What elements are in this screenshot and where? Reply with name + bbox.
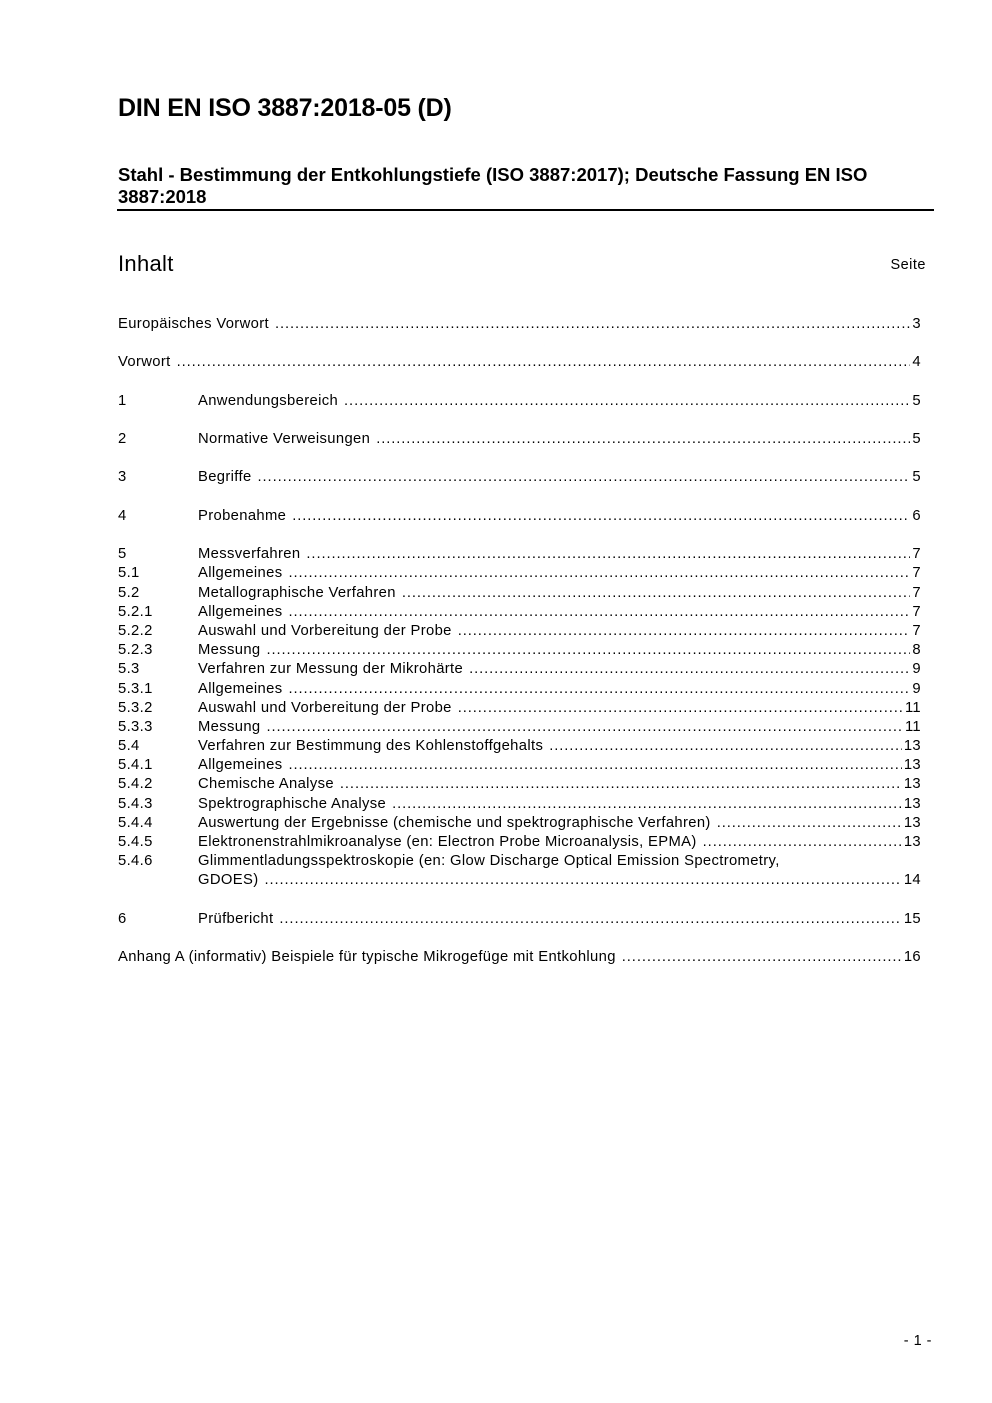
toc-entry-number: 5.2.2 xyxy=(118,622,153,639)
toc-entry-title: Auswahl und Vorbereitung der Probe xyxy=(198,699,452,716)
toc-entry-title: Normative Verweisungen xyxy=(198,431,371,448)
toc-entry-6[interactable] xyxy=(118,910,921,929)
toc-entry-page: 16 xyxy=(903,949,921,966)
toc-entry-page: 13 xyxy=(903,814,921,831)
toc-dot-leader xyxy=(392,795,902,814)
toc-entry-1[interactable] xyxy=(118,392,921,411)
toc-entry-number: 5.4.2 xyxy=(118,776,153,793)
toc-entry-number: 5.2.3 xyxy=(118,642,153,659)
toc-entry-title: Messung xyxy=(198,718,261,735)
toc-entry-title: Europäisches Vorwort xyxy=(118,315,269,332)
toc-entry-page: 7 xyxy=(912,546,921,563)
toc-entry-number: 5.4.3 xyxy=(118,795,153,812)
toc-dot-leader xyxy=(264,871,901,890)
toc-entry-number: 5 xyxy=(118,546,127,563)
toc-dot-leader xyxy=(402,584,911,603)
toc-entry-page: 9 xyxy=(912,661,921,678)
toc-entry-5[interactable] xyxy=(118,545,921,564)
toc-entry-page: 15 xyxy=(903,910,921,927)
toc-entry-number: 1 xyxy=(118,392,127,409)
toc-dot-leader xyxy=(340,775,902,794)
toc-entry-5-3-2[interactable] xyxy=(118,699,921,718)
toc-entry-title: Allgemeines xyxy=(198,680,283,697)
toc-entry-title: Anhang A (informativ) Beispiele für typische Mikrogefüge mit Entkohlung xyxy=(118,949,616,966)
toc-dot-leader xyxy=(292,507,910,526)
toc-entry-3[interactable] xyxy=(118,469,921,488)
toc-entry-page: 9 xyxy=(912,680,921,697)
toc-entry-5-4[interactable] xyxy=(118,737,921,756)
document-title: DIN EN ISO 3887:2018-05 (D) xyxy=(118,94,452,122)
toc-entry-title: Messung xyxy=(198,642,261,659)
toc-entry-title: Allgemeines xyxy=(198,603,283,620)
toc-entry-title: Begriffe xyxy=(198,469,252,486)
toc-entry-5-4-1[interactable] xyxy=(118,756,921,775)
toc-dot-leader xyxy=(469,660,910,679)
toc-entry-page: 13 xyxy=(903,834,921,851)
toc-entry-5-2-3[interactable] xyxy=(118,641,921,660)
toc-entry-5-2[interactable] xyxy=(118,584,921,603)
toc-entry-number: 5.4.6 xyxy=(118,853,153,870)
toc-entry-page: 11 xyxy=(904,718,921,735)
toc-dot-leader xyxy=(549,737,902,756)
toc-entry-5-4-4[interactable] xyxy=(118,814,921,833)
toc-dot-leader xyxy=(288,603,910,622)
toc-entry-page: 13 xyxy=(903,738,921,755)
toc-entry-number: 2 xyxy=(118,431,127,448)
toc-entry-5-4-6[interactable] xyxy=(118,852,921,890)
document-subtitle: Stahl - Bestimmung der Entkohlungstiefe (ISO 3887:2017); Deutsche Fassung EN ISO 3887:2018 xyxy=(118,164,868,207)
toc-entry-number: 5.2.1 xyxy=(118,603,153,620)
toc-entry-title: Metallographische Verfahren xyxy=(198,584,396,601)
toc-dot-leader xyxy=(376,430,910,449)
toc-entry-5-3[interactable] xyxy=(118,660,921,679)
toc-entry-page: 5 xyxy=(912,469,921,486)
toc-dot-leader xyxy=(288,564,910,583)
toc-entry-title: Chemische Analyse xyxy=(198,776,334,793)
toc-entry-page: 13 xyxy=(903,776,921,793)
toc-dot-leader xyxy=(267,641,911,660)
toc-dot-leader xyxy=(306,545,910,564)
toc-dot-leader xyxy=(275,315,910,334)
toc-entry-title: Allgemeines xyxy=(198,757,283,774)
toc-heading: Inhalt xyxy=(118,251,174,276)
toc-entry-title: Allgemeines xyxy=(198,565,283,582)
toc-entry-number: 5.3.1 xyxy=(118,680,153,697)
toc-entry-5-1[interactable] xyxy=(118,564,921,583)
toc-entry-page: 13 xyxy=(903,757,921,774)
toc-entry-number: 5.3.3 xyxy=(118,718,153,735)
toc-entry-page: 7 xyxy=(912,584,921,601)
toc-entry-title: Anwendungsbereich xyxy=(198,392,339,409)
toc-entry-5-3-3[interactable] xyxy=(118,718,921,737)
table-of-contents xyxy=(118,315,921,967)
toc-entry-page: 3 xyxy=(912,315,921,332)
toc-entry-title: Spektrographische Analyse xyxy=(198,795,387,812)
toc-dot-leader xyxy=(458,699,903,718)
toc-entry-number: 5.1 xyxy=(118,565,140,582)
toc-entry-number: 5.4.4 xyxy=(118,814,153,831)
toc-entry-title-continuation: GDOES) xyxy=(198,872,259,889)
toc-entry-title: Elektronenstrahlmikroanalyse (en: Electron Probe Microanalysis, EPMA) xyxy=(198,834,697,851)
toc-entry-number: 6 xyxy=(118,910,127,927)
toc-entry-title: Vorwort xyxy=(118,354,171,371)
toc-entry-number: 5.4.1 xyxy=(118,757,153,774)
toc-dot-leader xyxy=(177,353,911,372)
toc-dot-leader xyxy=(703,833,902,852)
toc-entry-5-4-2[interactable] xyxy=(118,776,921,795)
toc-dot-leader xyxy=(717,814,902,833)
toc-entry-title: Glimmentladungsspektroskopie (en: Glow Discharge Optical Emission Spectrometry, xyxy=(198,853,780,870)
toc-entry-number: 3 xyxy=(118,469,127,486)
toc-entry-5-3-1[interactable] xyxy=(118,680,921,699)
toc-entry-annex-a[interactable] xyxy=(118,948,921,967)
toc-dot-leader xyxy=(258,468,911,487)
toc-entry-4[interactable] xyxy=(118,507,921,526)
toc-entry-title: Verfahren zur Messung der Mikrohärte xyxy=(198,661,464,678)
toc-entry-title: Prüfbericht xyxy=(198,910,274,927)
toc-entry-5-2-2[interactable] xyxy=(118,622,921,641)
toc-entry-number: 5.3 xyxy=(118,661,140,678)
toc-dot-leader xyxy=(288,756,901,775)
toc-entry-page: 7 xyxy=(912,603,921,620)
toc-dot-leader xyxy=(344,392,910,411)
page-number: - 1 - xyxy=(903,1333,932,1349)
toc-dot-leader xyxy=(622,948,902,967)
toc-entry-number: 5.4.5 xyxy=(118,834,153,851)
toc-entry-european-foreword[interactable] xyxy=(118,315,921,334)
toc-entry-page: 14 xyxy=(903,872,921,889)
toc-entry-page: 13 xyxy=(903,795,921,812)
toc-entry-title: Verfahren zur Bestimmung des Kohlenstoffgehalts xyxy=(198,738,544,755)
toc-dot-leader xyxy=(279,910,901,929)
toc-entry-page: 11 xyxy=(904,699,921,716)
toc-entry-2[interactable] xyxy=(118,430,921,449)
toc-entry-title: Messverfahren xyxy=(198,546,301,563)
toc-entry-page: 5 xyxy=(912,392,921,409)
toc-page-column-label: Seite xyxy=(890,257,926,273)
toc-entry-page: 6 xyxy=(912,507,921,524)
toc-entry-5-4-5[interactable] xyxy=(118,833,921,852)
toc-entry-title: Auswahl und Vorbereitung der Probe xyxy=(198,622,452,639)
toc-entry-title: Probenahme xyxy=(198,507,287,524)
toc-entry-foreword[interactable] xyxy=(118,353,921,372)
toc-entry-page: 5 xyxy=(912,431,921,448)
toc-entry-number: 5.2 xyxy=(118,584,140,601)
toc-entry-page: 4 xyxy=(912,354,921,371)
toc-dot-leader xyxy=(288,680,910,699)
toc-entry-title: Auswertung der Ergebnisse (chemische und spektrographische Verfahren) xyxy=(198,814,711,831)
toc-entry-number: 4 xyxy=(118,507,127,524)
toc-dot-leader xyxy=(458,622,911,641)
toc-entry-5-2-1[interactable] xyxy=(118,603,921,622)
toc-dot-leader xyxy=(267,718,903,737)
toc-entry-5-4-3[interactable] xyxy=(118,795,921,814)
toc-entry-number: 5.3.2 xyxy=(118,699,153,716)
toc-entry-page: 8 xyxy=(912,642,921,659)
toc-entry-page: 7 xyxy=(912,565,921,582)
title-rule xyxy=(117,209,934,211)
toc-entry-number: 5.4 xyxy=(118,738,140,755)
toc-entry-page: 7 xyxy=(912,622,921,639)
